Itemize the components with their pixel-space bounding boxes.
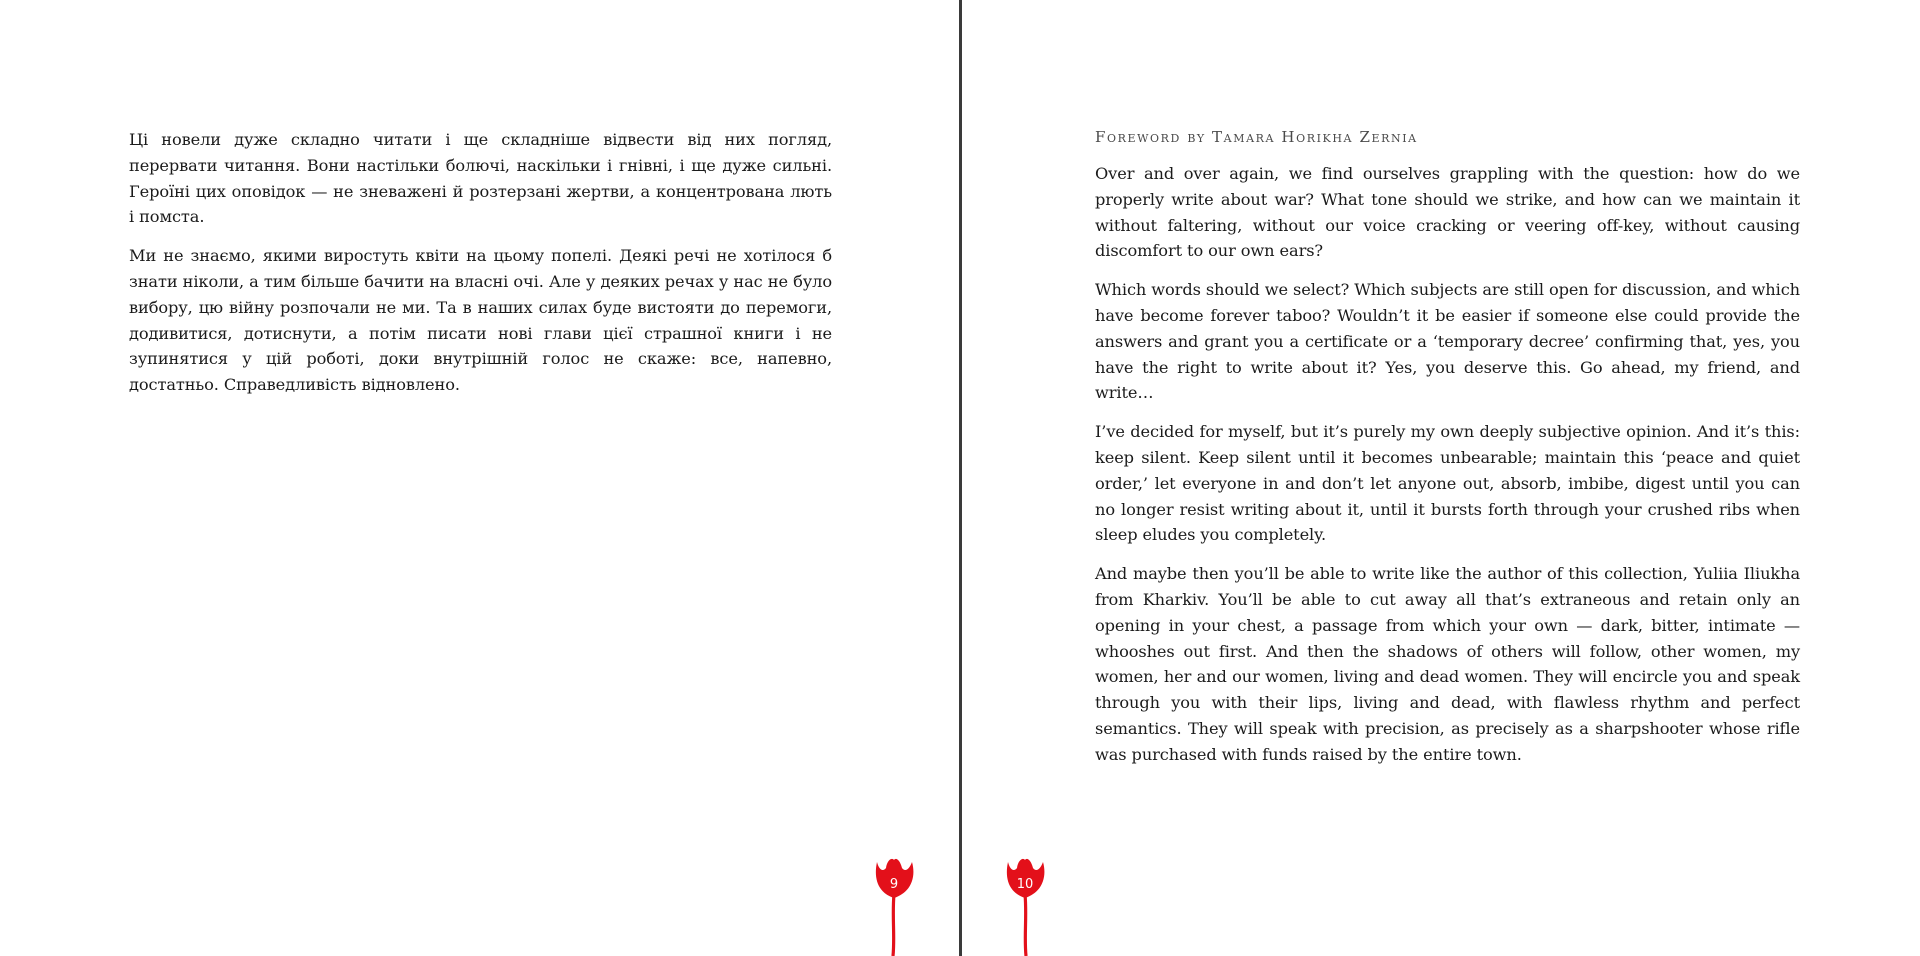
page-number-marker: [1003, 856, 1053, 956]
paragraph: And maybe then you’ll be able to write like the author of this collection, Yuliia Iliukha from Kharkiv. You’ll be able to cut away all that’s extraneous and retain only an opening in your chest, a passage from which your own — dark, bitter, intimate — whooshes out first. And then the shadows of others will follow, other women, my women, her and our women, living and dead women. They will encircle you and speak through you with their lips, living and dead, with flawless rhythm and perfect semantics. They will speak with precision, as precisely as a sharpshooter whose rifle was purchased with funds raised by the entire town.: [1095, 564, 1800, 764]
right-page: [962, 0, 1920, 956]
page-number-marker: [872, 856, 922, 956]
red-tulip-icon: [872, 856, 918, 956]
section-heading: Foreword by Tamara Horikha Zernia: [1095, 128, 1418, 146]
page-number: 9: [889, 877, 899, 892]
paragraph: Ми не знаємо, якими виростуть квіти на цьому попелі. Деякі речі не хотілося б знати ніколи, а тим більше бачити на власні очі. Але у деяких речах у нас не було вибору, цю війну розпочали не ми. Та в наших силах буде вистояти до перемоги, додивитися, дотиснути, а потім писати нові глави цієї страшної книги і не зупинятися у цій роботі, доки внутрішній голос не скаже: все, напевно, достатньо. Справедливість відновлено.: [129, 246, 832, 395]
page-number: 10: [1016, 877, 1034, 892]
paragraph: Ці новели дуже складно читати і ще складніше відвести від них погляд, перервати читання. Вони настільки болючі, наскільки і гнівні, і ще дуже сильні. Героїні цих оповідок — не зневажені й розтерзані жертви, а концентрована лють і помста.: [129, 130, 832, 227]
paragraph: Over and over again, we find ourselves grappling with the question: how do we properly write about war? What tone should we strike, and how can we maintain it without faltering, without our voice cracking or veering off-key, without causing discomfort to our own ears?: [1095, 164, 1800, 261]
red-tulip-icon: [1003, 856, 1049, 956]
left-page-body: [129, 127, 832, 411]
left-page: [0, 0, 959, 956]
paragraph: I’ve decided for myself, but it’s purely my own deeply subjective opinion. And it’s this: keep silent. Keep silent until it becomes unbearable; maintain this ‘peace and quiet order,’ let everyone in and don’t let anyone out, absorb, imbibe, digest until you can no longer resist writing about it, until it bursts forth through your crushed ribs when sleep eludes you completely.: [1095, 422, 1800, 545]
right-page-body: [1095, 161, 1800, 781]
paragraph: Which words should we select? Which subjects are still open for discussion, and which have become forever taboo? Wouldn’t it be easier if someone else could provide the answers and grant you a certificate or a ‘temporary decree’ confirming that, yes, you have the right to write about it? Yes, you deserve this. Go ahead, my friend, and write…: [1095, 280, 1800, 403]
